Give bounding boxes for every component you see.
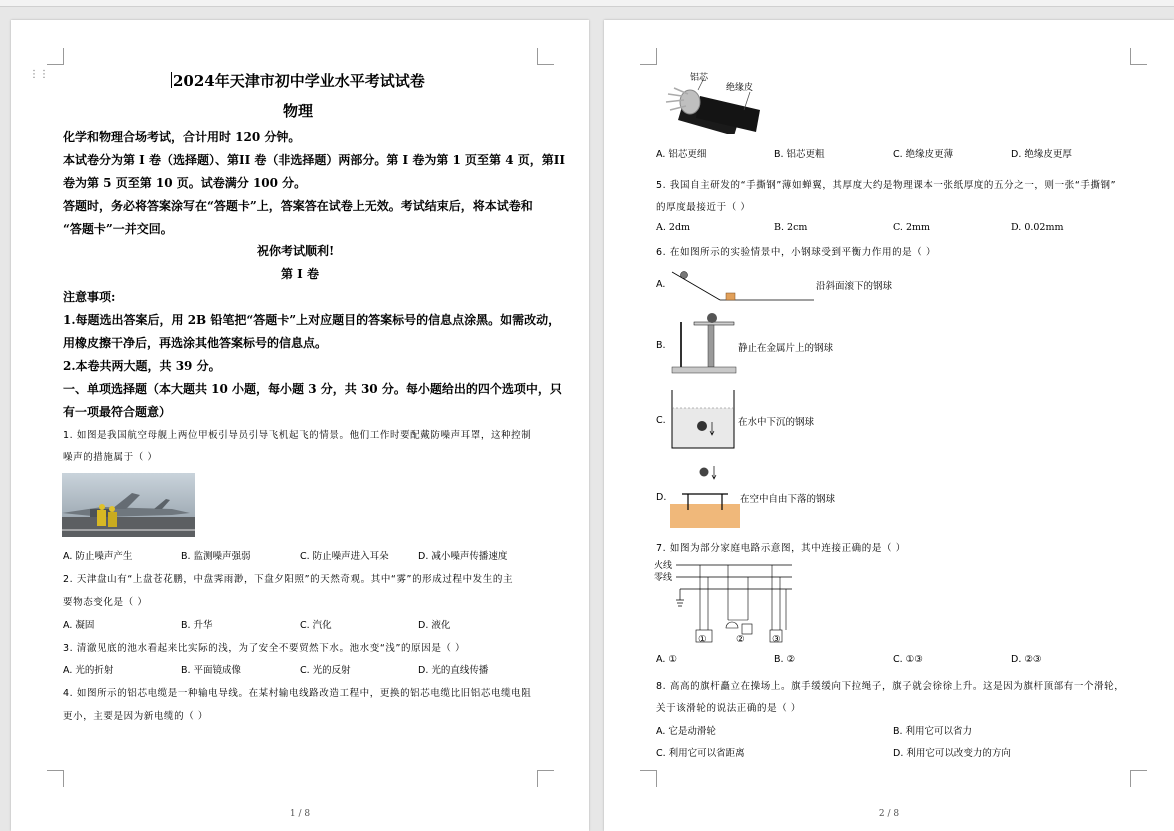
q2-option-a: A. 凝固 xyxy=(63,620,95,631)
q8-option-c: C. 利用它可以省距离 xyxy=(656,748,745,759)
q8-option-a: A. 它是动滑轮 xyxy=(656,726,716,737)
margin-mark xyxy=(640,48,657,65)
notes-line: 1.每题选出答案后，用 2B 铅笔把“答题卡”上对应题目的答案标号的信息点涂黑。如需改动， xyxy=(63,313,561,327)
q1-option-b: B. 监测噪声强弱 xyxy=(181,551,251,562)
circuit-label-2: ② xyxy=(736,634,745,645)
question-4-text: 4. 如图所示的铝芯电缆是一种输电导线。在某村输电线路改造工程中，更换的铝芯电缆比旧铝芯电缆电阻 xyxy=(63,688,532,699)
question-7-text: 7. 如图为部分家庭电路示意图，其中连接正确的是（ ） xyxy=(656,543,906,554)
q8-option-b: B. 利用它可以省力 xyxy=(893,726,973,737)
page-subtitle: 物理 xyxy=(283,102,314,120)
question-5-text: 5. 我国自主研发的“手撕钢”薄如蝉翼，其厚度大约是物理课本一张纸厚度的五分之一，则一张“手撕钢” xyxy=(656,180,1117,191)
text-cursor xyxy=(171,72,172,88)
question-3-text: 3. 清澈见底的池水看起来比实际的浅，为了安全不要贸然下水。池水变“浅”的原因是（ ） xyxy=(63,643,466,654)
q3-option-b: B. 平面镜成像 xyxy=(181,665,242,676)
q6-option-a-caption: 沿斜面滚下的钢球 xyxy=(816,281,893,292)
q5-option-a: A. 2dm xyxy=(656,222,691,233)
margin-mark xyxy=(1130,770,1147,787)
circuit-label-3: ③ xyxy=(772,634,781,645)
intro-line: 本试卷分为第 I 卷（选择题）、第II 卷（非选择题）两部分。第 I 卷为第 1 页至第 4 页，第II xyxy=(63,153,565,167)
q2-option-c: C. 汽化 xyxy=(300,620,332,631)
page-number: 1 / 8 xyxy=(289,809,311,819)
q4-option-d: D. 绝缘皮更厚 xyxy=(1011,149,1072,160)
q5-option-c: C. 2mm xyxy=(893,222,931,233)
question-8-text: 8. 高高的旗杆矗立在操场上。旗手缓缓向下拉绳子，旗子就会徐徐上升。这是因为旗杆顶部有一个滑轮， xyxy=(656,681,1125,692)
q3-option-d: D. 光的直线传播 xyxy=(418,665,489,676)
margin-mark xyxy=(1130,48,1147,65)
q1-option-a: A. 防止噪声产生 xyxy=(63,551,133,562)
top-toolbar-edge xyxy=(0,0,1174,7)
q5-option-d: D. 0.02mm xyxy=(1011,222,1064,233)
margin-mark xyxy=(537,48,554,65)
question-4-text: 更小，主要是因为新电缆的（ ） xyxy=(63,711,209,722)
q6-option-d-letter: D. xyxy=(656,492,667,503)
notes-line: 2.本卷共两大题，共 39 分。 xyxy=(63,359,221,373)
document-page-1[interactable] xyxy=(11,20,589,831)
q8-option-d: D. 利用它可以改变力的方向 xyxy=(893,748,1011,759)
question-1-text: 1. 如图是我国航空母舰上两位甲板引导员引导飞机起飞的情景。他们工作时要配戴防噪声耳罩，这种控制 xyxy=(63,430,532,441)
q7-option-a: A. ① xyxy=(656,654,677,665)
q6-option-c-caption: 在水中下沉的钢球 xyxy=(738,417,815,428)
q7-option-c: C. ①③ xyxy=(893,654,923,665)
intro-line: 化学和物理合场考试，合计用时 120 分钟。 xyxy=(63,130,301,144)
q6-option-d-caption: 在空中自由下落的钢球 xyxy=(740,494,836,505)
document-page-2[interactable] xyxy=(604,20,1174,831)
q6-water-beaker-figure xyxy=(668,390,740,450)
margin-mark xyxy=(537,770,554,787)
q6-incline-figure xyxy=(668,266,818,306)
q2-option-d: D. 液化 xyxy=(418,620,451,631)
notes-line: 用橡皮擦干净后，再选涂其他答案标号的信息点。 xyxy=(63,336,328,350)
margin-mark xyxy=(640,770,657,787)
q6-option-b-letter: B. xyxy=(656,340,666,351)
q6-option-a-letter: A. xyxy=(656,279,666,290)
q6-freefall-figure xyxy=(668,464,744,528)
wish-text: 祝你考试顺利! xyxy=(257,244,335,258)
question-2-text: 2. 天津盘山有“上盘苍花鹏，中盘霁雨渺，下盘夕阳照”的天然奇观。其中“雾”的形成过程中发生的主 xyxy=(63,574,514,585)
intro-line: “答题卡”一并交回。 xyxy=(63,222,173,236)
circuit-label-live: 火线 xyxy=(654,561,673,571)
cable-label-insulation: 绝缘皮 xyxy=(726,83,754,93)
page-title: 2024年天津市初中学业水平考试试卷 xyxy=(173,72,425,90)
circuit-label-neutral: 零线 xyxy=(654,573,673,583)
question-1-text: 噪声的措施属于（ ） xyxy=(63,452,158,463)
section-heading: 有一项最符合题意） xyxy=(63,405,172,419)
q3-option-a: A. 光的折射 xyxy=(63,665,114,676)
circuit-label-1: ① xyxy=(698,634,707,645)
q1-option-c: C. 防止噪声进入耳朵 xyxy=(300,551,389,562)
q7-option-d: D. ②③ xyxy=(1011,654,1042,665)
question-6-text: 6. 在如图所示的实验情景中，小钢球受到平衡力作用的是（ ） xyxy=(656,247,937,258)
q4-option-b: B. 铝芯更粗 xyxy=(774,149,825,160)
q2-option-b: B. 升华 xyxy=(181,620,213,631)
q6-option-b-caption: 静止在金属片上的钢球 xyxy=(738,343,834,354)
question-5-text: 的厚度最接近于（ ） xyxy=(656,202,751,213)
margin-mark xyxy=(47,770,64,787)
q6-option-c-letter: C. xyxy=(656,415,666,426)
q4-option-c: C. 绝缘皮更薄 xyxy=(893,149,954,160)
intro-line: 卷为第 5 页至第 10 页。试卷满分 100 分。 xyxy=(63,176,307,190)
volume-heading: 第 I 卷 xyxy=(281,267,319,281)
question-8-text: 关于该滑轮的说法正确的是（ ） xyxy=(656,703,802,714)
drag-handle-icon[interactable]: ⋮⋮ xyxy=(29,69,49,80)
q6-stand-figure xyxy=(668,310,740,376)
cable-label-core: 铝芯 xyxy=(690,73,709,83)
q4-option-a: A. 铝芯更细 xyxy=(656,149,707,160)
notes-title: 注意事项: xyxy=(63,290,116,304)
margin-mark xyxy=(47,48,64,65)
page-number: 2 / 8 xyxy=(878,809,900,819)
intro-line: 答题时，务必将答案涂写在“答题卡”上，答案答在试卷上无效。考试结束后，将本试卷和 xyxy=(63,199,533,213)
q3-option-c: C. 光的反射 xyxy=(300,665,351,676)
q1-option-d: D. 减小噪声传播速度 xyxy=(418,551,508,562)
q7-option-b: B. ② xyxy=(774,654,796,665)
aluminum-cable-figure xyxy=(660,64,790,134)
q5-option-b: B. 2cm xyxy=(774,222,808,233)
question-2-text: 要物态变化是（ ） xyxy=(63,597,148,608)
aircraft-carrier-photo xyxy=(62,473,195,537)
section-heading: 一、单项选择题（本大题共 10 小题，每小题 3 分，共 30 分。每小题给出的四个选项中，只 xyxy=(63,382,562,396)
